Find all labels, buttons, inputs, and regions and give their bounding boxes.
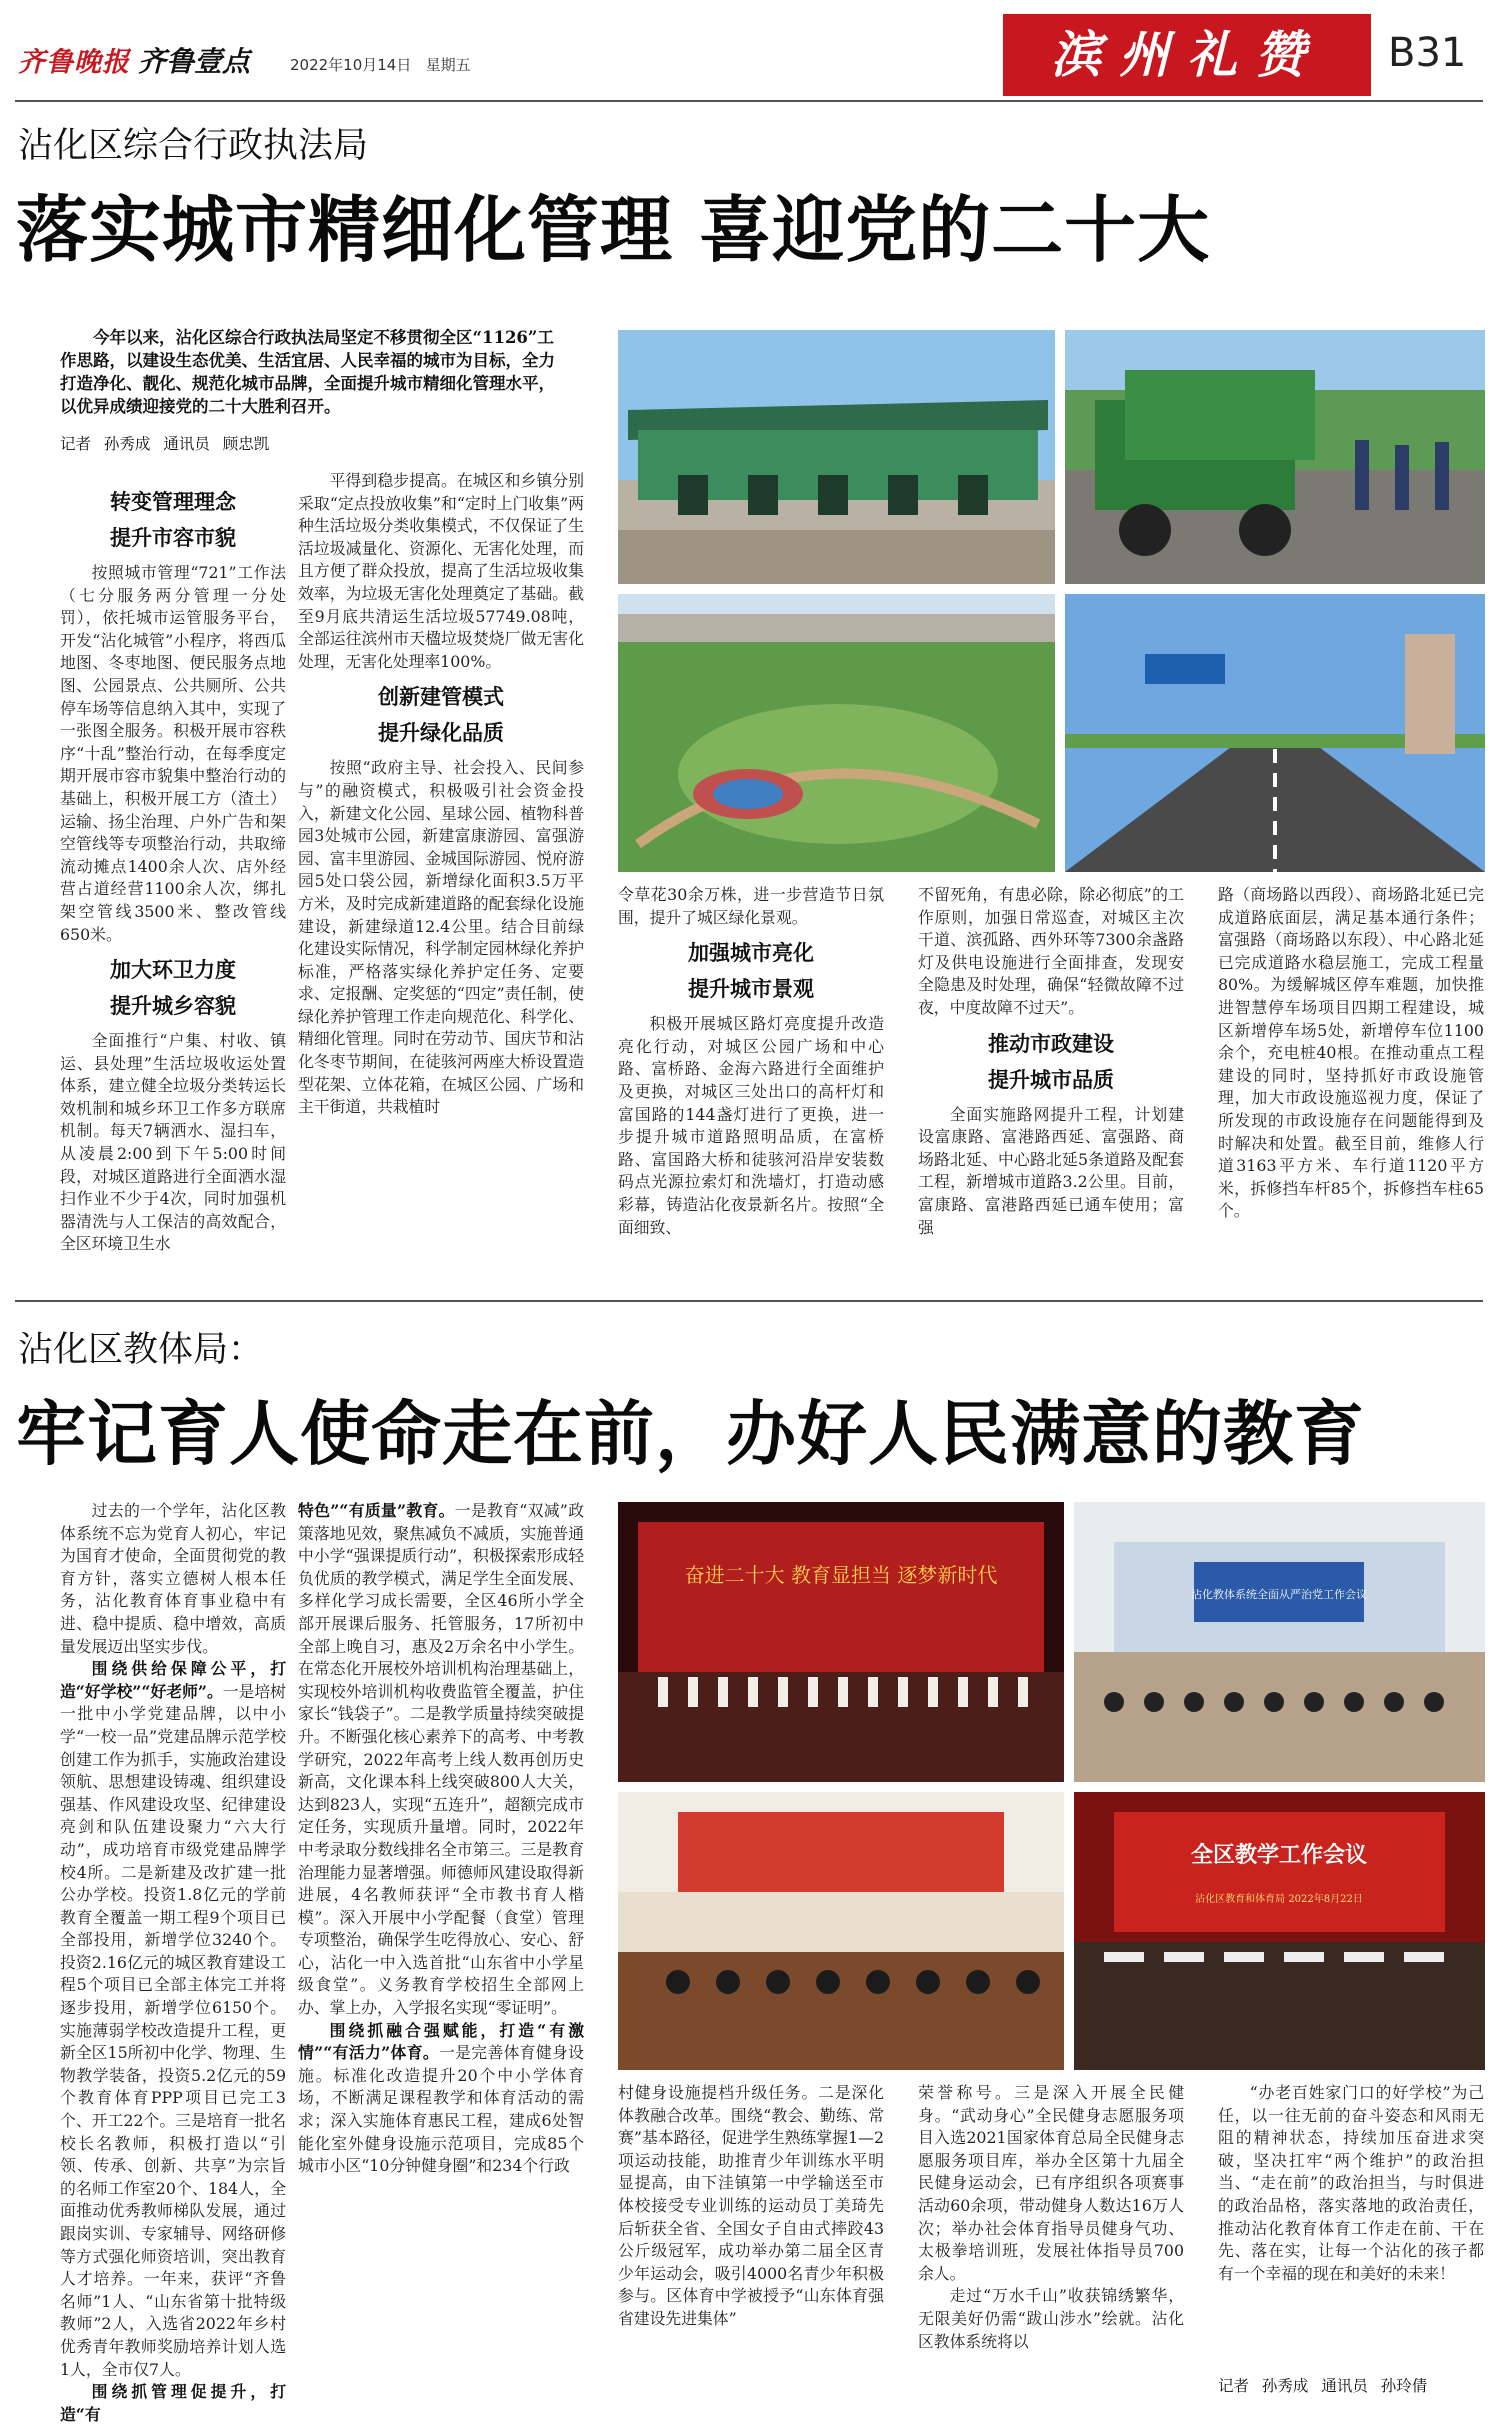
photo-meeting-room [618, 1792, 1064, 2070]
article2-column-1: 过去的一个学年，沾化区教体系统不忘为党育人初心，牢记为国育才使命，全面贯彻党的教育方针，落实立德树人根本任务，沾化教育体育事业稳中有进、稳中提质、稳中增效，高质量发展迈出坚实步伐。 围绕供给保障公平，打造“好学校”“好老师”。一是培树一批中小学党建品牌，以中小学“一校一品”党建品牌示范学校创建工作为抓手，实施政治建设领航、思想建设铸魂、组织建设强基、作风建设攻坚、纪律建设亮剑和队伍建设聚力“六大行动”，成功培育市级党建品牌学校4所。二是新建及改扩建一批公办学校。投资1.8亿元的学前教育全覆盖一期工程9个项目已全部投用，新增学位3240个。投资2.16亿元的城区教育建设工程5个项目已全部主体完工并将逐步投用，新增学位6150个。实施薄弱学校改造提升工程，更新全区15所初中化学、物理、生物教学装备，投资5.2亿元的59个教育体育PPP项目已完工3个、开工22个。三是培育一批名校长名教师，积极打造以“引领、传承、创新、共享”为宗旨的名师工作室20个、184人，全面推动优秀教师梯队发展，通过跟岗实训、专家辅导、网络研修等方式强化师资培训，突出教育人才培养。一年来，获评“齐鲁名师”1人、“山东省第十批特级教师”2人，入选省2022年乡村优秀青年教师奖励培养计划人选1人，全市仅7人。 围绕抓管理促提升，打造“有 [60, 1501, 286, 2424]
issue-date: 2022年10月14日 星期五 [290, 56, 471, 74]
subhead: 推动市政建设 提升城市品质 [988, 1030, 1114, 1092]
banner3-text: 沾化教体系统全面从严治党工作会议 [1191, 1588, 1367, 1601]
article2-column-3: 村健身设施提档升级任务。二是深化体教融合改革。围绕“教会、勤练、常赛”基本路径，促进学生熟练掌握1—2项运动技能，助推青少年训练水平明显提高，由下洼镇第一中学输送至市体校接受专业训练的运动员丁美琦先后斩获全省、全国女子自由式摔跤43公斤级冠军，成功举办第二届全区青少年运动会，吸引4000名青少年积极参与。区体育中学被授予“山东体育强省建设先进集体” [618, 2083, 884, 2328]
article1-lead: 今年以来，沾化区综合行政执法局坚定不移贯彻全区“1126”工作思路，以建设生态优美、生活宜居、人民幸福的城市为目标，全力打造净化、靓化、规范化城市品牌，全面提升城市精细化管理水平，以优异成绩迎接党的二十大胜利召开。 [60, 328, 555, 416]
subhead: 转变管理理念 提升市容市貌 [110, 489, 236, 550]
article2-column-2: 特色”“有质量”教育。一是教育“双减”政策落地见效，聚焦减负不减质，实施普通中小学“强课提质行动”，积极探索形成轻负优质的教学模式，满足学生全面发展、多样化学习成长需要，全区46所小学全部开展课后服务、托管服务，17所初中全部上晚自习，惠及2万余名中小学生。在常态化开展校外培训机构治理基础上，实现校外培训机构收费监管全覆盖，护住家长“钱袋子”。二是教学质量持续突破提升。不断强化核心素养下的高考、中考教学研究，2022年高考上线人数再创历史新高，文化课本科上线突破800人大关，达到823人，实现“五连升”，超额完成市定任务，实现质升量增。同时，2022年中考录取分数线排名全市第三。三是教育治理能力显著增强。师德师风建设取得新进展，4名教师获评“全市教书育人楷模”。深入开展中小学配餐（食堂）管理专项整治，确保学生吃得放心、安心、舒心，沾化一中入选首批“山东省中小学星级食堂”。义务教育学校招生全部网上办、掌上办，入学报名实现“零证明”。 围绕抓融合强赋能，打造“有激情”“有活力”体育。一是完善体育健身设施。标准化改造提升20个中小学体育场，不断满足课程教学和体育活动的需求；深入实施体育惠民工程，建成6处智能化室外健身设施示范项目，完成85个城市小区“10分钟健身圈”和234个行政 [298, 1501, 584, 2176]
page-number: B31 [1388, 30, 1467, 76]
banner1-text: 奋进二十大 教育显担当 逐梦新时代 [684, 1563, 998, 1587]
article2-headline: 牢记育人使命走在前，办好人民满意的教育 [16, 1392, 1365, 1475]
photo-teaching-work-meeting [1074, 1792, 1485, 2070]
section-title: 滨州礼赞 [1003, 14, 1371, 96]
app-logo: 齐鲁壹点 [138, 45, 251, 78]
article1-column-2: 平得到稳步提高。在城区和乡镇分别采取“定点投放收集”和“定时上门收集”两种生活垃圾分类收集模式，不仅保证了生活垃圾减量化、资源化、无害化处理，而且方便了群众投放，提高了生活垃圾收集效率，为垃圾无害化处理奠定了基础。截至9月底共清运生活垃圾57749.08吨，全部运往滨州市天楹垃圾焚烧厂做无害化处理，无害化处理率100%。 创新建管模式 提升绿化品质 按照“政府主导、社会投入、民间参与”的融资模式，积极吸引社会资金投入，新建文化公园、星球公园、植物科普园3处城市公园，新建富康游园、富强游园、富丰里游园、金城国际游园、悦府游园5处口袋公园，新增绿化面积3.5万平方米，及时完成新建道路的配套绿化设施建设，新建绿道12.4公里。结合目前绿化建设实际情况，科学制定园林绿化养护标准，严格落实绿化养护定任务、定要求、定报酬、定奖惩的“四定”责任制，使绿化养护管理工作走向规范化、科学化、精细化管理。同时在劳动节、国庆节和沾化冬枣节期间，在徒骇河两座大桥设置造型花架、立体花箱，在城区公园、广场和主干街道，共栽植时 [298, 471, 584, 1117]
article2-column-4: 荣誉称号。三是深入开展全民健身。“武动身心”全民健身志愿服务项目入选2021国家体育总局全民健身志愿服务项目库，举办全区第十九届全民健身运动会，已有序组织各项赛事活动60余项，带动健身人数达16万人次；举办社会体育指导员健身气功、太极拳培训班，发展社体指导员700余人。 走过“万水千山”收获锦绣繁华，无限美好仍需“跋山涉水”绘就。沾化区教体系统将以 [918, 2083, 1184, 2351]
article2-column-5: “办老百姓家门口的好学校”为己任，以一往无前的奋斗姿态和风雨无阻的精神状态，持续加压奋进求突破，坚决扛牢“两个维护”的政治担当、“走在前”的政治担当，与时俱进的政治品格，落实落地的政治责任，推动沾化教育体育工作走在前、干在先、落在实，让每一个沾化的孩子都有一个幸福的现在和美好的未来！ [1218, 2083, 1484, 2283]
article1-column-3: 令草花30余万株，进一步营造节日氛围，提升了城区绿化景观。 加强城市亮化 提升城市景观 积极开展城区路灯亮度提升改造亮化行动，对城区公园广场和中心路、富桥路、金海六路进行全面维护及更换，对城区三处出口的高杆灯和富国路的144盏灯进行了更换，进一步提升城市道路照明品质，在富桥路、富国路大桥和徒骇河沿岸安装数码点光源拉索灯和洗墙灯，打造动感彩幕，铸造沾化夜景新名片。按照“全面细致、 [618, 885, 884, 1237]
section-divider [15, 1300, 1483, 1302]
article1-byline: 记者 孙秀成 通讯员 顾忠凯 [60, 435, 270, 453]
photo-conference-hall [1074, 1502, 1485, 1782]
photo-garbage-truck [1065, 330, 1485, 584]
inline-subhead: 围绕抓管理促提升，打造“有 [60, 2382, 286, 2424]
photo-new-road [1065, 594, 1485, 872]
inline-subhead: 围绕供给保障公平，打造“好学校”“好老师”。 [60, 1659, 286, 1701]
inline-subhead: 围绕抓融合强赋能，打造“有激情”“有活力”体育。 [298, 2020, 584, 2063]
photo-park-aerial [618, 594, 1055, 872]
masthead-rule [15, 100, 1483, 102]
banner2-text: 全区教学工作会议 [1190, 1842, 1368, 1868]
photo-garbage-stations [618, 330, 1055, 584]
banner2-subtext: 沾化区教育和体育局 2022年8月22日 [1195, 1894, 1363, 1905]
subhead: 创新建管模式 提升绿化品质 [378, 684, 504, 746]
subhead: 加强城市亮化 提升城市景观 [688, 940, 814, 1002]
article1-column-1: 转变管理理念 提升市容市貌 按照城市管理“721”工作法（七分服务两分管理一分处罚），依托城市运管服务平台，开发“沾化城管”小程序，将西瓜地图、冬枣地图、便民服务点地图、公园景点、公共厕所、公共停车场等信息纳入其中，实现了一张图全服务。积极开展市容秩序“十乱”整治行动，在每季度定期开展市容市貌集中整治行动的基础上，积极开展工方（渣土）运输、扬尘治理、户外广告和架空管线等专项整治行动，共取缔流动摊点1400余人次、店外经营占道经营1100余人次，绑扎架空管线3500米、整改管线650米。 加大环卫力度 提升城乡容貌 全面推行“户集、村收、镇运、县处理”生活垃圾收运处置体系，建立健全垃圾分类转运长效机制和城乡环卫工作多方联席机制。每天7辆洒水、湿扫车，从凌晨2:00到下午5:00时间段，对城区道路进行全面洒水湿扫作业不少于4次，同时加强机器清洗与人工保洁的高效配合，全区环境卫生水 [60, 478, 286, 1268]
article2-kicker: 沾化区教体局： [18, 1330, 264, 1370]
paper-logo: 齐鲁晚报 [18, 47, 130, 78]
article1-kicker: 沾化区综合行政执法局 [18, 126, 369, 166]
article1-headline: 落实城市精细化管理 喜迎党的二十大 [16, 187, 1211, 272]
article1-column-4: 不留死角，有患必除，除必彻底”的工作原则，加强日常巡查，对城区主次干道、滨孤路、西外环等7300余盏路灯及供电设施进行全面排查，发现安全隐患及时处理，确保“轻微故障不过夜，中度故障不过天”。 推动市政建设 提升城市品质 全面实施路网提升工程，计划建设富康路、富港路西延、富强路、商场路北延、中心路北延5条道路及配套工程，新增城市道路3.2公里。目前，富康路、富港路西延已通车使用；富强 [918, 885, 1184, 1237]
article2-byline: 记者 孙秀成 通讯员 孙玲倩 [1218, 2377, 1428, 2395]
subhead: 加大环卫力度 提升城乡容貌 [110, 957, 236, 1019]
article1-column-5: 路（商场路以西段）、商场路北延已完成道路底面层，满足基本通行条件；富强路（商场路以东段）、中心路北延已完成道路水稳层施工，完成工程量80%。为缓解城区停车难题，加快推进智慧停车场项目四期工程建设，城区新增停车场5处，新增停车位1100余个，充电桩40根。在推动重点工程建设的同时，坚持抓好市政设施管理，加大市政设施巡视力度，保证了所发现的市政设施存在问题能得到及时解决和处置。截至目前，维修人行道3163平方米、车行道1120平方米，拆修挡车杆85个，拆修挡车柱65个。 [1218, 885, 1484, 1221]
photo-teachers-day-ceremony [618, 1502, 1064, 1782]
